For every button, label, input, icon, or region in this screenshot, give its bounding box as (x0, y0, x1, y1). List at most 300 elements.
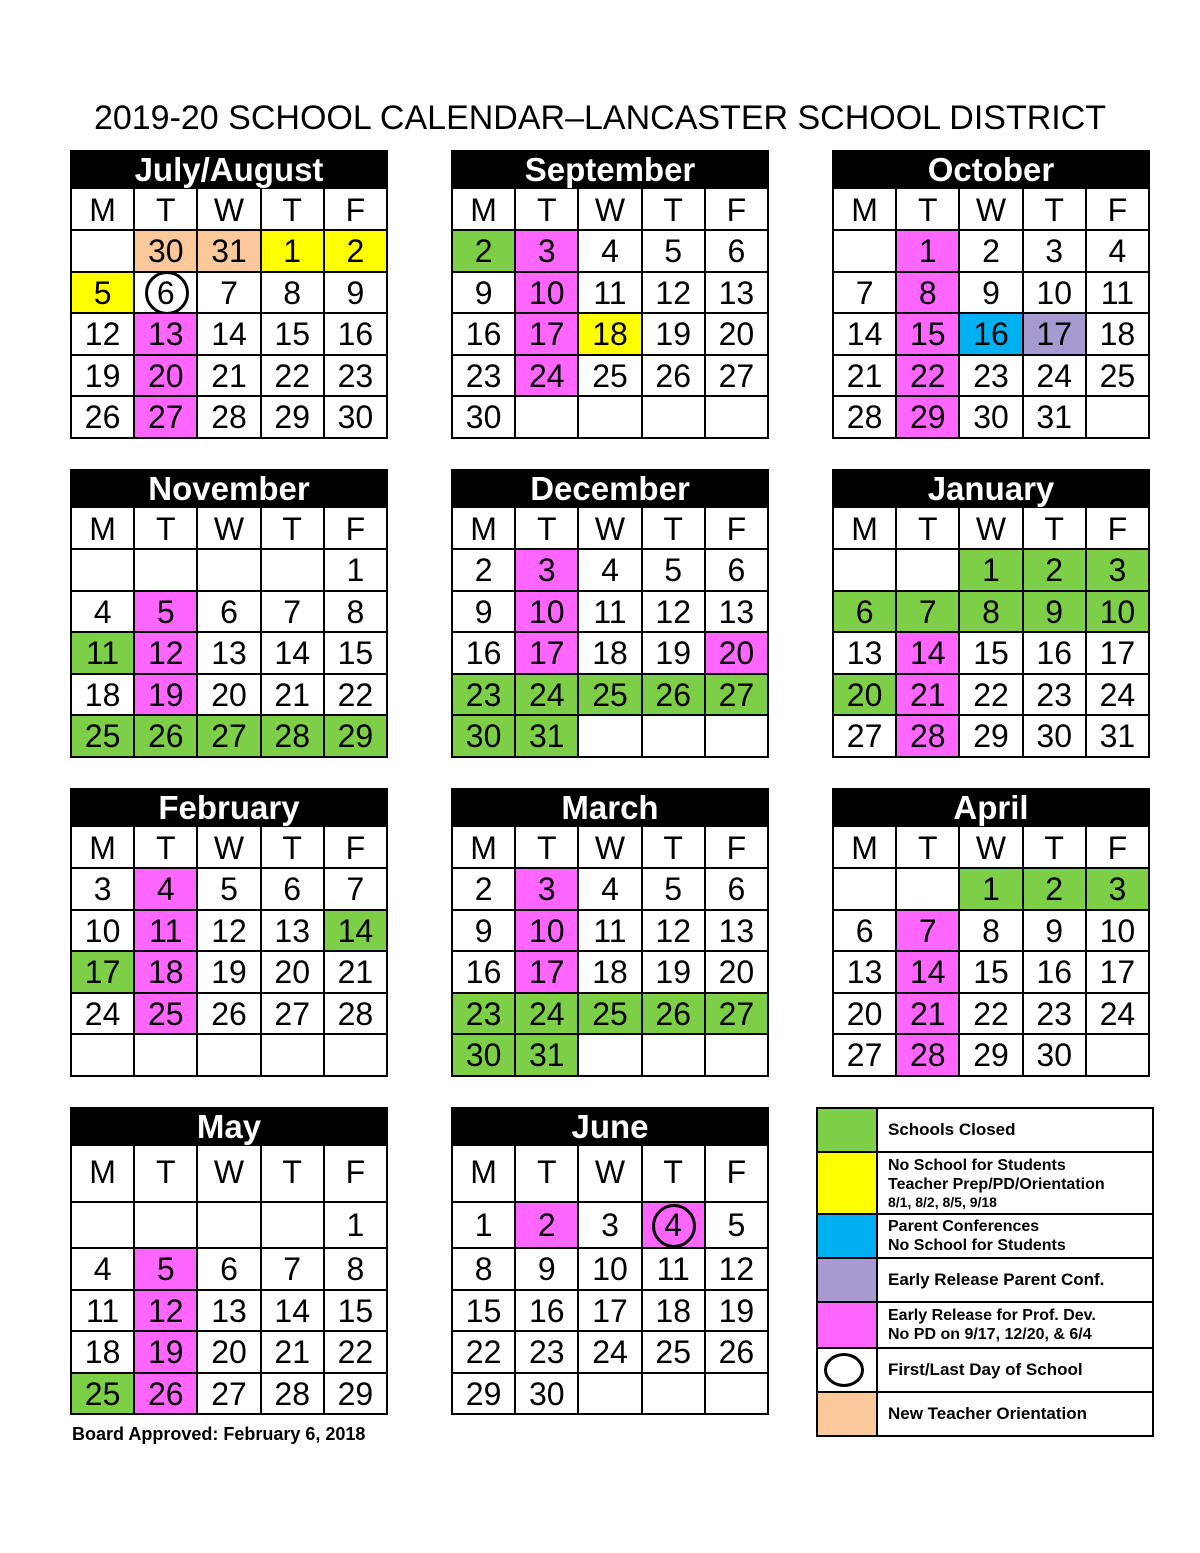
day-cell: 4 (579, 869, 642, 911)
day-cell: 12 (706, 1249, 769, 1291)
legend-label-line: Early Release for Prof. Dev. (888, 1307, 1096, 1324)
day-cell: 26 (135, 716, 198, 758)
month-october (832, 150, 1150, 439)
day-cell: 24 (516, 994, 579, 1036)
day-cell: 12 (135, 1291, 198, 1333)
day-cell: 29 (960, 716, 1023, 758)
legend-label-line: Teacher Prep/PD/Orientation (888, 1176, 1105, 1193)
legend-swatch-closed (818, 1109, 878, 1151)
day-cell: 25 (643, 1332, 706, 1374)
day-cell: 23 (325, 356, 388, 398)
weekday-header: M (72, 508, 135, 550)
day-cell: 10 (1087, 592, 1150, 634)
weekday-header: M (453, 1146, 516, 1203)
weekday-header: M (72, 189, 135, 231)
month-days-grid (451, 188, 769, 439)
circle-icon (818, 1349, 878, 1391)
day-cell: 26 (643, 994, 706, 1036)
day-cell: 16 (1024, 952, 1087, 994)
day-cell: 28 (834, 397, 897, 439)
legend-label-line: First/Last Day of School (888, 1360, 1083, 1379)
day-cell: 17 (1087, 633, 1150, 675)
day-cell: 8 (325, 1249, 388, 1291)
day-cell: 29 (453, 1374, 516, 1416)
day-cell: 24 (1087, 994, 1150, 1036)
day-cell: 25 (72, 1374, 135, 1416)
month-april (832, 788, 1150, 1077)
weekday-header: T (262, 508, 325, 550)
legend-row (818, 1393, 1152, 1437)
month-days-grid (451, 826, 769, 1077)
month-days-grid (832, 507, 1150, 758)
day-cell: 4 (579, 231, 642, 273)
weekday-header: M (834, 827, 897, 869)
day-cell: 26 (135, 1374, 198, 1416)
month-title: October (832, 150, 1150, 188)
month-title: January (832, 469, 1150, 507)
weekday-header: T (897, 508, 960, 550)
weekday-header: W (198, 508, 261, 550)
legend-label-line: Parent Conferences (888, 1218, 1040, 1235)
day-cell: 2 (453, 869, 516, 911)
legend-label (878, 1349, 1152, 1391)
day-cell: 11 (579, 592, 642, 634)
day-cell: 23 (453, 675, 516, 717)
day-cell: 6 (198, 1249, 261, 1291)
day-cell: 26 (706, 1332, 769, 1374)
day-cell: 10 (72, 911, 135, 953)
day-cell: 2 (1024, 550, 1087, 592)
day-cell: 22 (262, 356, 325, 398)
day-cell: 26 (643, 675, 706, 717)
day-cell: 8 (960, 592, 1023, 634)
day-cell: 16 (453, 633, 516, 675)
day-cell: 1 (960, 550, 1023, 592)
day-cell: 8 (325, 592, 388, 634)
day-cell: 18 (579, 314, 642, 356)
empty-day-cell (135, 1035, 198, 1077)
legend-swatch-orient (818, 1393, 878, 1435)
day-cell: 23 (1024, 675, 1087, 717)
weekday-header: W (579, 1146, 642, 1203)
day-cell: 22 (325, 1332, 388, 1374)
empty-day-cell (834, 231, 897, 273)
day-cell: 30 (453, 397, 516, 439)
day-cell: 21 (262, 1332, 325, 1374)
day-cell: 16 (960, 314, 1023, 356)
day-cell: 17 (516, 633, 579, 675)
weekday-header: T (643, 508, 706, 550)
day-cell: 30 (1024, 1035, 1087, 1077)
day-cell: 23 (516, 1332, 579, 1374)
day-cell: 5 (135, 1249, 198, 1291)
day-cell: 5 (643, 869, 706, 911)
day-cell: 5 (72, 273, 135, 315)
day-cell: 8 (897, 273, 960, 315)
month-days-grid (832, 188, 1150, 439)
month-september (451, 150, 769, 439)
day-cell: 11 (135, 911, 198, 953)
day-cell: 19 (198, 952, 261, 994)
day-cell: 29 (897, 397, 960, 439)
day-cell: 19 (135, 1332, 198, 1374)
day-cell: 7 (834, 273, 897, 315)
weekday-header: T (516, 189, 579, 231)
day-cell: 22 (897, 356, 960, 398)
day-cell: 25 (1087, 356, 1150, 398)
day-cell: 22 (453, 1332, 516, 1374)
day-cell: 17 (579, 1291, 642, 1333)
empty-day-cell (72, 231, 135, 273)
day-cell: 6 (834, 592, 897, 634)
day-cell: 9 (516, 1249, 579, 1291)
day-cell: 6 (198, 592, 261, 634)
day-cell: 3 (1087, 550, 1150, 592)
day-cell: 18 (643, 1291, 706, 1333)
month-days-grid (451, 507, 769, 758)
day-cell: 25 (135, 994, 198, 1036)
day-cell: 10 (516, 911, 579, 953)
day-cell: 29 (325, 716, 388, 758)
day-cell: 12 (198, 911, 261, 953)
day-cell: 21 (897, 994, 960, 1036)
month-days-grid (70, 188, 388, 439)
weekday-header: W (579, 189, 642, 231)
day-cell: 1 (960, 869, 1023, 911)
day-cell: 27 (834, 716, 897, 758)
empty-day-cell (706, 716, 769, 758)
day-cell: 13 (135, 314, 198, 356)
day-cell: 12 (643, 911, 706, 953)
month-february (70, 788, 388, 1077)
weekday-header: T (516, 1146, 579, 1203)
day-cell: 3 (72, 869, 135, 911)
day-cell: 31 (516, 1035, 579, 1077)
day-cell: 9 (453, 592, 516, 634)
month-title: May (70, 1107, 388, 1145)
day-cell: 27 (706, 994, 769, 1036)
empty-day-cell (834, 550, 897, 592)
day-cell: 24 (1024, 356, 1087, 398)
day-cell: 20 (198, 675, 261, 717)
day-cell: 7 (262, 592, 325, 634)
day-cell: 5 (643, 550, 706, 592)
legend-swatch-noschool (818, 1153, 878, 1213)
legend-label-line: 8/1, 8/2, 8/5, 9/18 (888, 1194, 997, 1210)
day-cell: 23 (1024, 994, 1087, 1036)
day-cell: 15 (325, 633, 388, 675)
empty-day-cell (516, 397, 579, 439)
day-cell: 27 (706, 675, 769, 717)
day-cell: 1 (897, 231, 960, 273)
weekday-header: F (325, 189, 388, 231)
day-cell: 21 (834, 356, 897, 398)
day-cell: 9 (960, 273, 1023, 315)
month-november (70, 469, 388, 758)
legend-label-line: New Teacher Orientation (888, 1404, 1088, 1423)
day-cell: 10 (1024, 273, 1087, 315)
weekday-header: M (453, 827, 516, 869)
weekday-header: T (643, 827, 706, 869)
day-cell: 14 (897, 633, 960, 675)
empty-day-cell (706, 397, 769, 439)
month-july-august (70, 150, 388, 439)
day-cell: 2 (960, 231, 1023, 273)
day-cell: 28 (897, 716, 960, 758)
day-cell: 3 (516, 231, 579, 273)
day-cell: 1 (325, 1203, 388, 1249)
empty-day-cell (1087, 1035, 1150, 1077)
legend-label (878, 1109, 1152, 1151)
day-cell: 17 (516, 314, 579, 356)
day-cell: 11 (72, 633, 135, 675)
legend-label (878, 1303, 1152, 1347)
day-cell: 24 (516, 675, 579, 717)
weekday-header: T (897, 189, 960, 231)
day-cell: 19 (643, 633, 706, 675)
legend-row (818, 1259, 1152, 1303)
empty-day-cell (643, 1374, 706, 1416)
empty-day-cell (643, 397, 706, 439)
day-cell: 5 (198, 869, 261, 911)
day-cell: 27 (198, 1374, 261, 1416)
day-cell: 9 (1024, 911, 1087, 953)
day-cell: 14 (897, 952, 960, 994)
day-cell: 28 (262, 1374, 325, 1416)
weekday-header: F (706, 189, 769, 231)
day-cell: 27 (706, 356, 769, 398)
day-cell: 9 (1024, 592, 1087, 634)
empty-day-cell (72, 1035, 135, 1077)
day-cell: 9 (453, 273, 516, 315)
weekday-header: W (198, 827, 261, 869)
day-cell: 6 (834, 911, 897, 953)
day-cell: 15 (960, 952, 1023, 994)
weekday-header: F (325, 1146, 388, 1203)
weekday-header: T (135, 827, 198, 869)
day-cell: 20 (706, 314, 769, 356)
day-cell: 30 (453, 1035, 516, 1077)
day-cell: 19 (135, 675, 198, 717)
day-cell: 24 (72, 994, 135, 1036)
day-cell: 12 (643, 592, 706, 634)
day-cell: 15 (960, 633, 1023, 675)
month-title: December (451, 469, 769, 507)
weekday-header: T (897, 827, 960, 869)
day-cell: 27 (262, 994, 325, 1036)
weekday-header: W (960, 827, 1023, 869)
day-cell: 18 (72, 675, 135, 717)
day-cell: 11 (579, 911, 642, 953)
day-cell: 23 (453, 994, 516, 1036)
day-cell: 20 (262, 952, 325, 994)
month-title: July/August (70, 150, 388, 188)
day-cell: 3 (1024, 231, 1087, 273)
month-title: April (832, 788, 1150, 826)
weekday-header: F (325, 827, 388, 869)
day-cell: 8 (960, 911, 1023, 953)
day-cell: 26 (198, 994, 261, 1036)
legend-label-line: No School for Students (888, 1157, 1066, 1174)
legend-row (818, 1349, 1152, 1393)
month-title: June (451, 1107, 769, 1145)
empty-day-cell (834, 869, 897, 911)
weekday-header: T (1024, 827, 1087, 869)
weekday-header: M (453, 189, 516, 231)
day-cell: 3 (516, 550, 579, 592)
empty-day-cell (579, 1035, 642, 1077)
legend-label-line: No PD on 9/17, 12/20, & 6/4 (888, 1326, 1092, 1343)
day-cell: 6 (706, 869, 769, 911)
empty-day-cell (262, 1203, 325, 1249)
day-cell: 22 (960, 675, 1023, 717)
day-cell: 26 (643, 356, 706, 398)
weekday-header: M (453, 508, 516, 550)
day-cell: 18 (579, 952, 642, 994)
day-cell: 29 (960, 1035, 1023, 1077)
day-cell: 24 (516, 356, 579, 398)
day-cell: 15 (897, 314, 960, 356)
day-cell: 13 (706, 911, 769, 953)
empty-day-cell (579, 1374, 642, 1416)
day-cell: 29 (325, 1374, 388, 1416)
weekday-header: F (706, 1146, 769, 1203)
legend-label (878, 1393, 1152, 1435)
day-cell: 22 (960, 994, 1023, 1036)
legend-row (818, 1109, 1152, 1153)
day-cell: 14 (198, 314, 261, 356)
day-cell: 18 (1087, 314, 1150, 356)
weekday-header: T (516, 508, 579, 550)
weekday-header: W (960, 189, 1023, 231)
day-cell: 13 (706, 273, 769, 315)
legend-swatch-conf (818, 1215, 878, 1257)
day-cell: 21 (198, 356, 261, 398)
weekday-header: W (960, 508, 1023, 550)
day-cell: 7 (897, 592, 960, 634)
day-cell: 2 (1024, 869, 1087, 911)
day-cell: 1 (262, 231, 325, 273)
day-cell: 15 (325, 1291, 388, 1333)
day-cell: 28 (198, 397, 261, 439)
day-cell: 31 (1024, 397, 1087, 439)
day-cell: 18 (135, 952, 198, 994)
legend-label-line: Schools Closed (888, 1120, 1016, 1139)
weekday-header: F (1087, 827, 1150, 869)
month-title: February (70, 788, 388, 826)
weekday-header: T (135, 1146, 198, 1203)
month-days-grid (70, 826, 388, 1077)
day-cell: 24 (1087, 675, 1150, 717)
day-cell: 25 (72, 716, 135, 758)
day-cell: 4 (643, 1203, 706, 1249)
day-cell: 31 (516, 716, 579, 758)
day-cell: 16 (325, 314, 388, 356)
day-cell: 2 (453, 231, 516, 273)
weekday-header: T (516, 827, 579, 869)
day-cell: 5 (135, 592, 198, 634)
weekday-header: F (1087, 508, 1150, 550)
day-cell: 25 (579, 675, 642, 717)
day-cell: 13 (262, 911, 325, 953)
day-cell: 10 (579, 1249, 642, 1291)
day-cell: 4 (1087, 231, 1150, 273)
day-cell: 15 (453, 1291, 516, 1333)
day-cell: 13 (706, 592, 769, 634)
empty-day-cell (579, 397, 642, 439)
month-days-grid (70, 1145, 388, 1415)
day-cell: 20 (706, 952, 769, 994)
weekday-header: T (262, 827, 325, 869)
day-cell: 30 (516, 1374, 579, 1416)
empty-day-cell (198, 550, 261, 592)
legend-label (878, 1215, 1152, 1257)
legend-swatch-pd (818, 1303, 878, 1347)
month-days-grid (832, 826, 1150, 1077)
page-title: 2019-20 SCHOOL CALENDAR–LANCASTER SCHOOL DISTRICT (93, 99, 1107, 137)
day-cell: 20 (834, 675, 897, 717)
day-cell: 4 (135, 869, 198, 911)
day-cell: 17 (72, 952, 135, 994)
day-cell: 21 (262, 675, 325, 717)
day-cell: 6 (706, 550, 769, 592)
day-cell: 28 (325, 994, 388, 1036)
day-cell: 9 (453, 911, 516, 953)
month-march (451, 788, 769, 1077)
day-cell: 14 (262, 633, 325, 675)
day-cell: 2 (325, 231, 388, 273)
month-june (451, 1107, 769, 1415)
day-cell: 27 (834, 1035, 897, 1077)
weekday-header: T (643, 189, 706, 231)
day-cell: 20 (834, 994, 897, 1036)
day-cell: 12 (643, 273, 706, 315)
day-cell: 1 (325, 550, 388, 592)
day-cell: 12 (72, 314, 135, 356)
day-cell: 3 (516, 869, 579, 911)
month-january (832, 469, 1150, 758)
day-cell: 19 (643, 952, 706, 994)
legend-label-line: Early Release Parent Conf. (888, 1270, 1105, 1289)
day-cell: 17 (516, 952, 579, 994)
day-cell: 19 (706, 1291, 769, 1333)
day-cell: 18 (72, 1332, 135, 1374)
weekday-header: W (579, 827, 642, 869)
day-cell: 8 (453, 1249, 516, 1291)
day-cell: 30 (325, 397, 388, 439)
day-cell: 6 (706, 231, 769, 273)
weekday-header: T (262, 189, 325, 231)
day-cell: 4 (72, 592, 135, 634)
day-cell: 22 (325, 675, 388, 717)
day-cell: 27 (198, 716, 261, 758)
weekday-header: F (325, 508, 388, 550)
day-cell: 6 (262, 869, 325, 911)
day-cell: 10 (1087, 911, 1150, 953)
day-cell: 30 (135, 231, 198, 273)
day-cell: 18 (579, 633, 642, 675)
day-cell: 7 (262, 1249, 325, 1291)
day-cell: 16 (453, 952, 516, 994)
day-cell: 30 (1024, 716, 1087, 758)
day-cell: 13 (198, 633, 261, 675)
empty-day-cell (262, 550, 325, 592)
day-cell: 9 (325, 273, 388, 315)
empty-day-cell (1087, 397, 1150, 439)
legend-label (878, 1153, 1152, 1213)
day-cell: 6 (135, 273, 198, 315)
day-cell: 20 (706, 633, 769, 675)
